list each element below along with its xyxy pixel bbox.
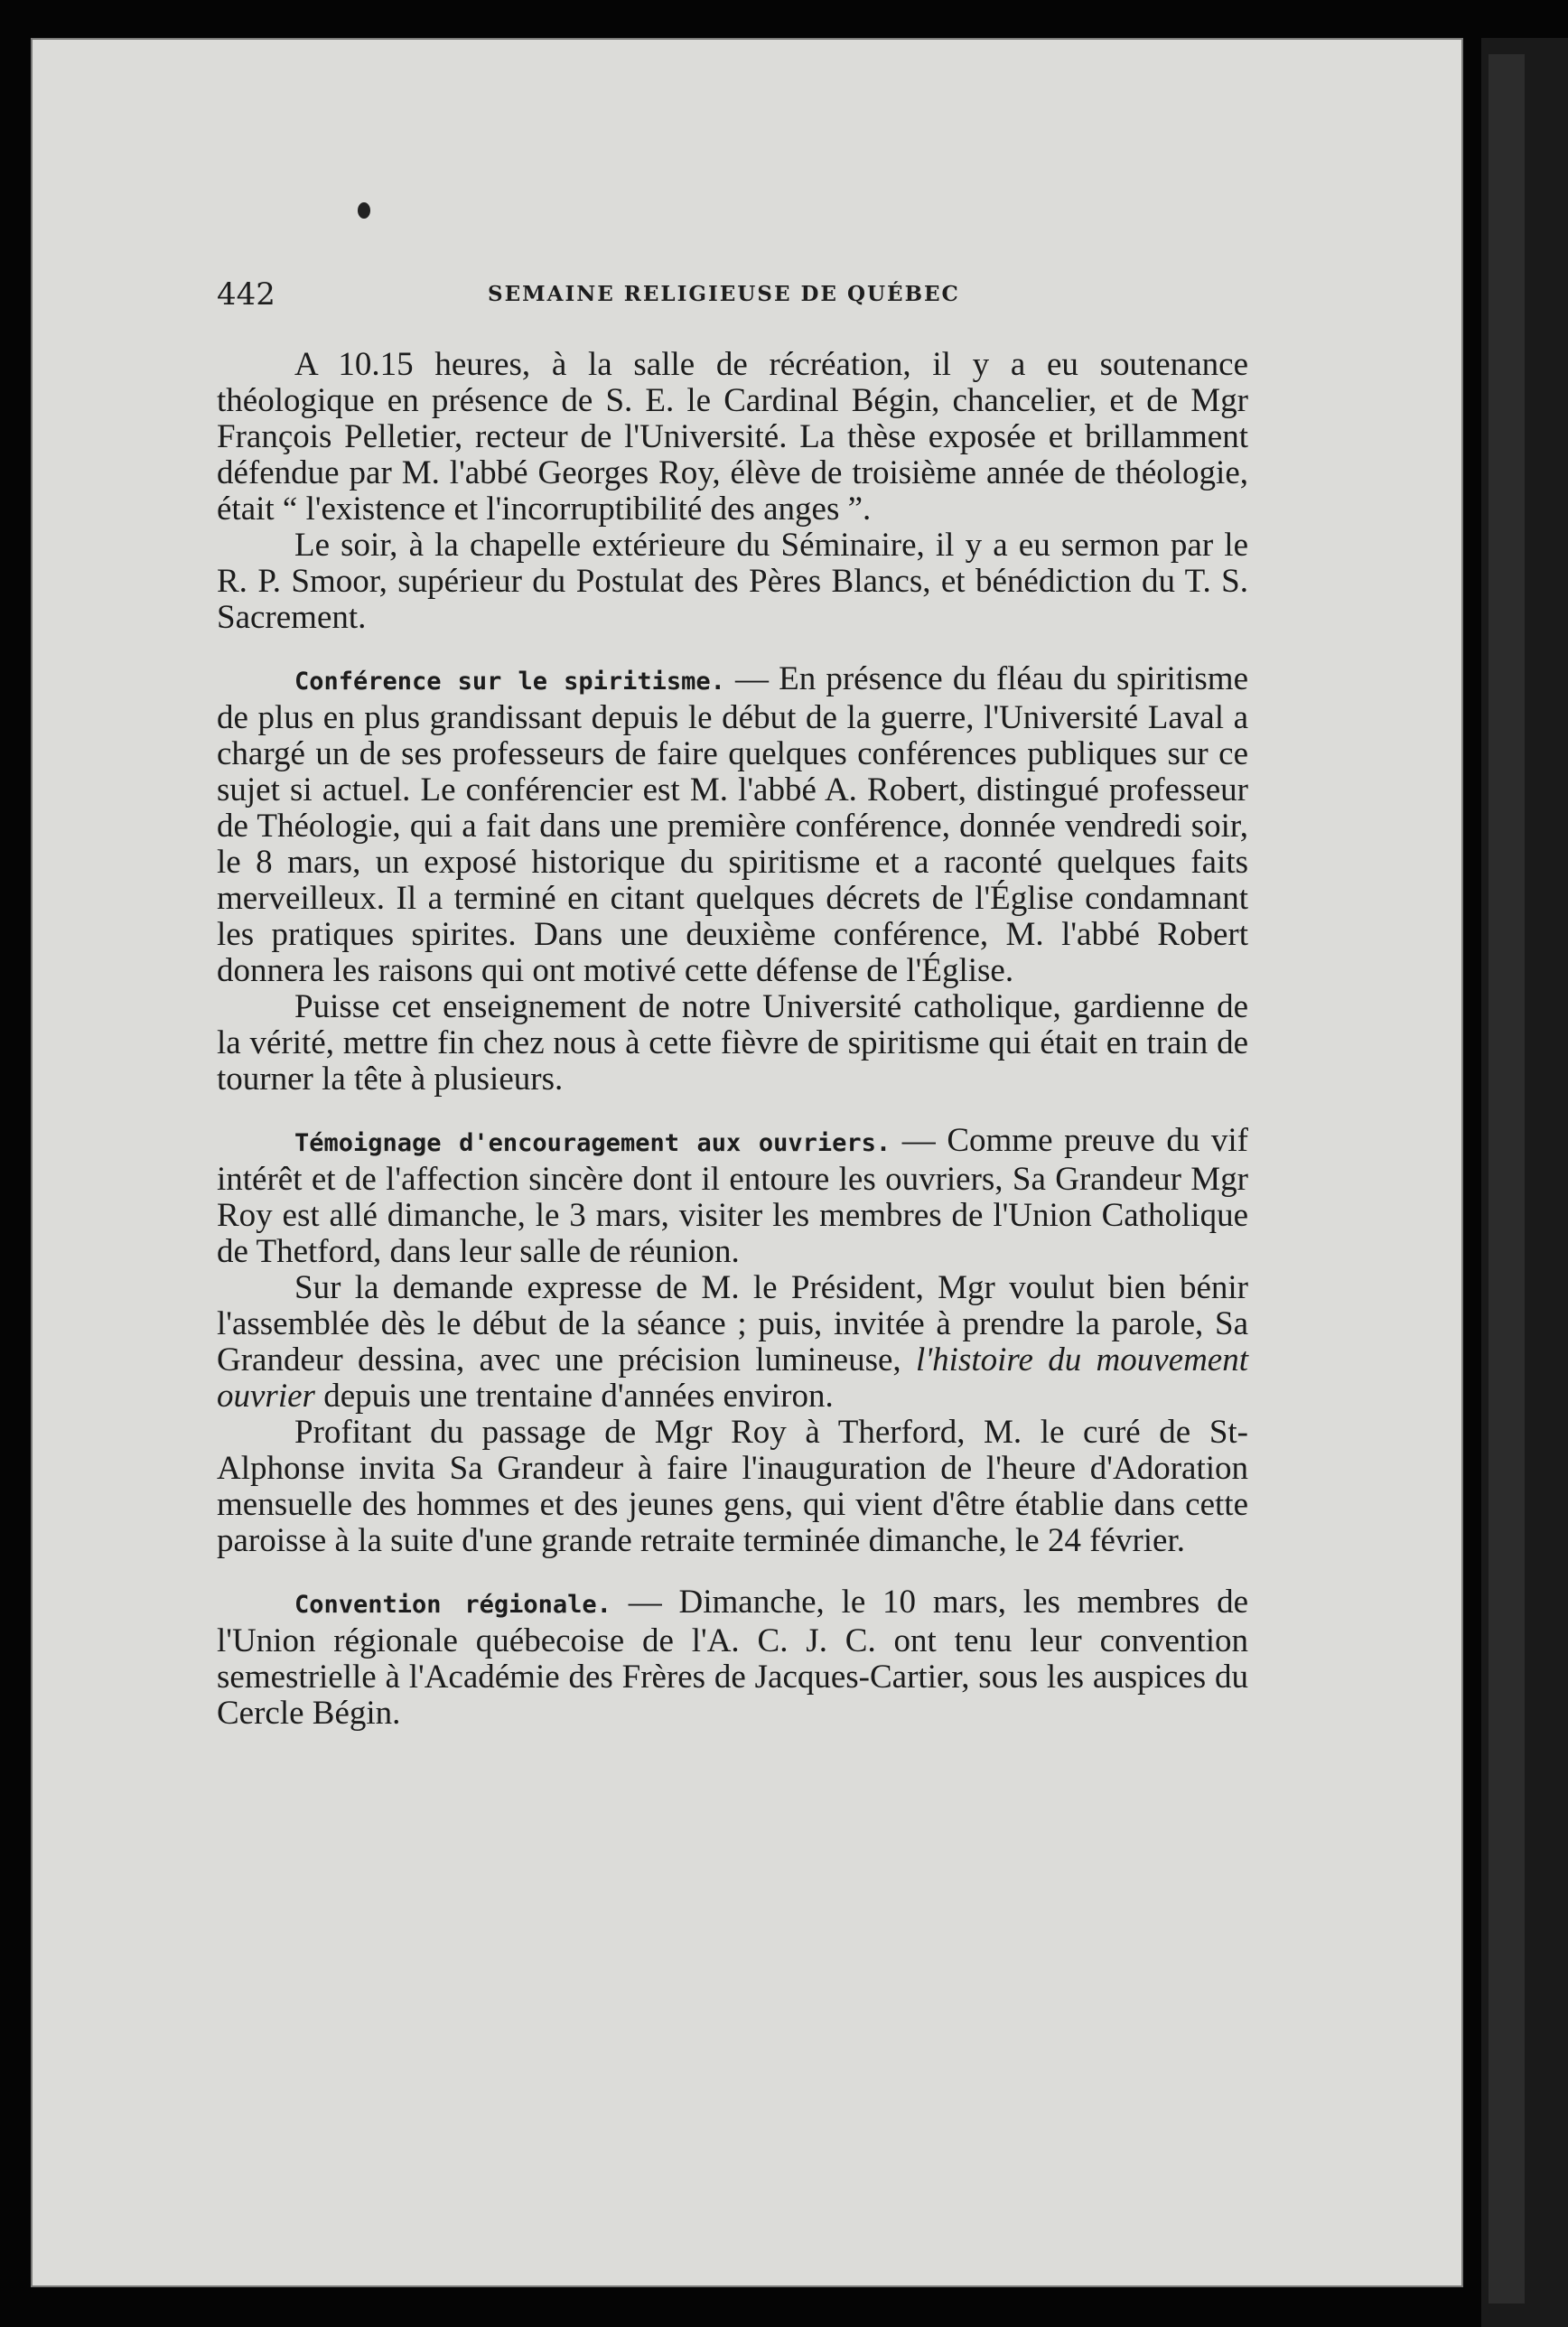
paragraph-president-text-a: Sur la demande expresse de M. le Président, Mgr voulut bien bénir l'assemblée dès le début de la séance ; puis, invitée à prendre la parole, Sa Grandeur dessina, avec une précision lumineuse,: [217, 1269, 1248, 1378]
section-heading-spiritisme: Conférence sur le spiritisme.: [294, 668, 725, 696]
page-header: [217, 276, 1265, 313]
section-ouvriers: [217, 1123, 1248, 1270]
section-heading-ouvriers: Témoignage d'encouragement aux ouvriers.: [294, 1129, 891, 1157]
section-body-ouvriers: — Comme preuve du vif intérêt et de l'affection sincère dont il entoure les ouvriers, Sa Grandeur Mgr Roy est allé dimanche, le 3 mars, visiter les membres de l'Union Catholique de Thetford, dans leur salle de réunion.: [217, 1122, 1248, 1270]
section-body-convention: — Dimanche, le 10 mars, les membres de l'Union régionale québecoise de l'A. C. J. C. ont tenu leur convention semestrielle à l'Académie des Frères de Jacques-Cartier, sous les auspices du Cercle Bégin.: [217, 1584, 1249, 1732]
paragraph-president-text-b: depuis une trentaine d'années environ.: [314, 1378, 834, 1415]
page-number: 442: [217, 276, 275, 313]
paragraph-adoration: Profitant du passage de Mgr Roy à Therford, M. le curé de St-Alphonse invita Sa Grandeur à faire l'inauguration de l'heure d'Adoration mensuelle des hommes et des jeunes gens, qui vient d'être établie dans cette paroisse à la suite d'une grande retraite terminée dimanche, le 24 février.: [217, 1414, 1248, 1559]
section-heading-convention: Convention régionale.: [294, 1591, 611, 1619]
paragraph-sermon: Le soir, à la chapelle extérieure du Séminaire, il y a eu sermon par le R. P. Smoor, supérieur du Postulat des Pères Blancs, et bénédiction du T. S. Sacrement.: [217, 527, 1248, 636]
ink-spot: [358, 202, 370, 219]
running-title: SEMAINE RELIGIEUSE DE QUÉBEC: [488, 282, 960, 306]
section-convention: [217, 1584, 1248, 1732]
paragraph-president-italic: l'histoire du mouvement ouvrier: [217, 1341, 1248, 1415]
article-text: [217, 347, 1248, 1732]
adjacent-page-edge: [1489, 54, 1525, 2304]
paragraph-president: [217, 1270, 1248, 1415]
section-body-spiritisme: — En présence du fléau du spiritisme de plus en plus grandissant depuis le début de la guerre, l'Université Laval a chargé un de ses professeurs de faire quelques conférences publiques sur ce sujet si actuel. Le conférencier est M. l'abbé A. Robert, distingué professeur de Théologie, qui a fait dans une première conférence, donnée vendredi soir, le 8 mars, un exposé historique du spiritisme et a raconté quelques faits merveilleux. Il a terminé en citant quelques décrets de l'Église condamnant les pratiques spirites. Dans une deuxième conférence, M. l'abbé Robert donnera les raisons qui ont motivé cette défense de l'Église.: [217, 660, 1248, 989]
section-spiritisme: [217, 661, 1248, 989]
paragraph-soutenance: A 10.15 heures, à la salle de récréation, il y a eu soutenance théologique en présence de S. E. le Cardinal Bégin, chancelier, et de Mgr François Pelletier, recteur de l'Université. La thèse exposée et brillamment défendue par M. l'abbé Georges Roy, élève de troisième année de théologie, était “ l'existence et l'incorruptibilité des anges ”.: [217, 346, 1248, 528]
paragraph-universite: Puisse cet enseignement de notre Université catholique, gardienne de la vérité, mettre fin chez nous à cette fièvre de spiritisme qui était en train de tourner la tête à plusieurs.: [217, 988, 1248, 1098]
